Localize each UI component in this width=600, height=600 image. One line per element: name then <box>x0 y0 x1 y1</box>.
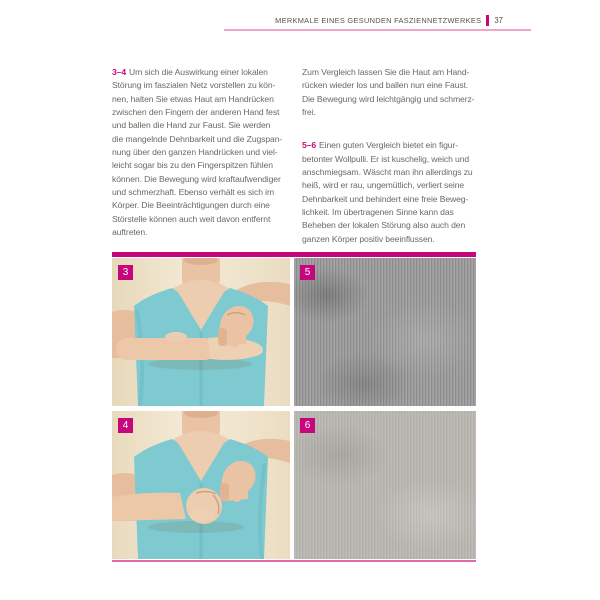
body-line: betonter Wollpulli. Er ist kuschelig, weich und <box>302 153 470 164</box>
fist-thumb <box>190 509 214 521</box>
thumb <box>165 332 187 342</box>
figure-ref-lead-5-6: 5–6 <box>302 140 317 151</box>
body-line: leicht sogar bis zu den Fingerspitzen fühlen <box>112 160 273 171</box>
illustration-woman-making-fist <box>112 411 290 559</box>
body-line: Die Bewegung wird leichtgängig und schmerz- <box>302 93 475 104</box>
body-line: Körper. Die Beeinträchtigungen durch eine <box>112 200 270 211</box>
body-line: rücken wieder los und ballen nun eine Faust. <box>302 80 469 91</box>
body-line: heiß, wird er rau, ungemütlich, verliert seine <box>302 180 465 191</box>
body-line: nung über den ganzen Handrücken und viel- <box>112 147 278 158</box>
body-line: lichkeit. Im übertragenen Sinne kann das <box>302 207 454 218</box>
body-line: frei. <box>302 107 316 118</box>
figure-number-badge: 4 <box>118 418 133 433</box>
text-column-right <box>302 66 484 246</box>
illustration-woman-pinching-hand <box>112 258 290 406</box>
body-line: Störung im faszialen Netz vorstellen zu kön- <box>112 80 276 91</box>
body-line: können. Die Bewegung wird kraftaufwendiger <box>112 173 281 184</box>
figure-number-badge: 3 <box>118 265 133 280</box>
body-line: auftreten. <box>112 227 148 238</box>
body-line-text: Um sich die Auswirkung einer lokalen <box>129 67 268 77</box>
figure-rows <box>112 258 476 559</box>
figure-grid <box>112 252 476 562</box>
header-rule <box>224 29 531 31</box>
page-number: 37 <box>494 15 503 25</box>
body-line: Störstelle können auch weit davon entfernt <box>112 213 271 224</box>
figure-block-top-bar <box>112 252 476 257</box>
body-line: Zum Vergleich lassen Sie die Haut am Hand- <box>302 67 470 77</box>
knit-fabric-texture-light <box>294 411 476 559</box>
figure-ref-lead-3-4: 3–4 <box>112 67 127 77</box>
grip-finger-1 <box>220 483 229 501</box>
pinch-finger-1 <box>218 328 227 346</box>
body-line: und schmerzhaft. Ebenso verhält es sich im <box>112 187 275 198</box>
body-line-text: Einen guten Vergleich bietet ein figur- <box>319 140 458 151</box>
body-line: zwischen den Fingern der anderen Hand fest <box>112 107 280 118</box>
hand-shadow <box>148 521 244 533</box>
body-line <box>112 66 292 79</box>
body-line: Beheben der lokalen Störung also auch den <box>302 220 466 231</box>
knit-fabric-texture-dark <box>294 258 476 406</box>
figure-6-photo-knit-fabric-light <box>294 411 476 559</box>
body-line: und ballen die Hand zur Faust. Sie werden <box>112 120 271 131</box>
body-line <box>302 139 484 152</box>
paragraph-comparison <box>302 66 484 119</box>
figure-number-badge: 6 <box>300 418 315 433</box>
figure-number-badge: 5 <box>300 265 315 280</box>
running-head-title: MERKMALE EINES GESUNDEN FASZIENNETZWERKES <box>275 15 482 25</box>
body-line: die mangelnde Dehnbarkeit und die Zugspan- <box>112 133 283 144</box>
figure-4-photo-fist <box>112 411 290 559</box>
flat-forearm <box>116 338 216 360</box>
body-line: ganzen Körper positiv beeinflussen. <box>302 233 435 244</box>
body-line: nen, halten Sie etwas Haut am Handrücken <box>112 93 274 104</box>
figure-3-photo-hand-skin-pinch <box>112 258 290 406</box>
page-header <box>224 11 531 29</box>
body-line: Dehnbarkeit und behindert eine freie Beweg- <box>302 193 469 204</box>
grip-finger-2 <box>232 485 241 502</box>
figure-5-photo-knit-fabric-dark <box>294 258 476 406</box>
pinch-finger-2 <box>230 330 239 347</box>
forearm-from-left <box>112 493 186 521</box>
body-line: anschmiegsam. Wäscht man ihn allerdings zu <box>302 167 473 178</box>
paragraph-wool-pullover <box>302 139 484 246</box>
header-separator-bar <box>486 15 489 26</box>
text-column-left <box>112 66 292 239</box>
figure-block-bottom-rule <box>112 560 476 562</box>
